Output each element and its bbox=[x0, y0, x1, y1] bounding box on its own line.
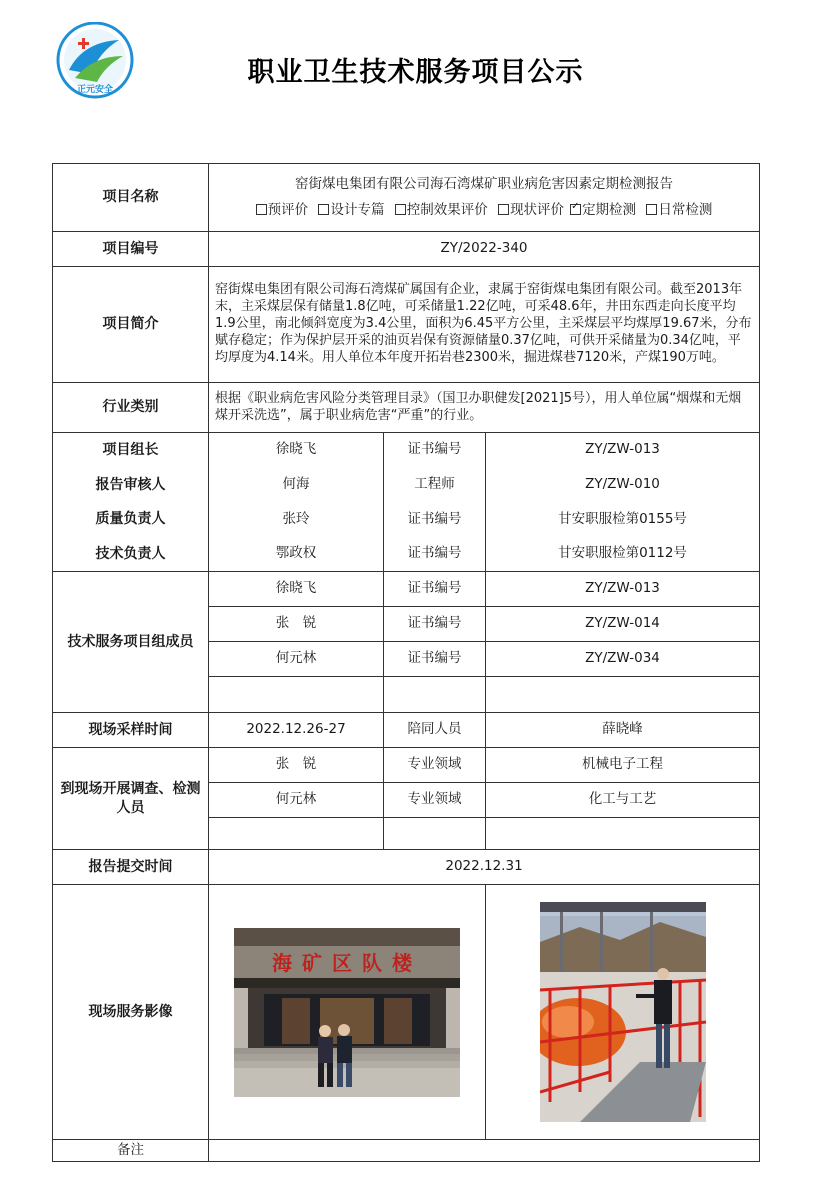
surveyor-field: 机械电子工程 bbox=[486, 748, 760, 783]
option-periodic: ✓ 定期检测 bbox=[570, 202, 636, 220]
evaluation-type-options bbox=[213, 202, 755, 220]
remarks-label: 备注 bbox=[53, 1140, 209, 1162]
project-number-label: 项目编号 bbox=[53, 232, 209, 267]
option-control-effect: 控制效果评价 bbox=[395, 202, 488, 220]
project-name-label: 项目名称 bbox=[53, 164, 209, 232]
surveyor-name: 张 锐 bbox=[209, 748, 384, 783]
remarks-value bbox=[209, 1140, 760, 1162]
checked-checkbox-icon bbox=[570, 204, 581, 215]
staff-role: 项目组长 bbox=[53, 433, 209, 468]
member-value: ZY/ZW-034 bbox=[486, 642, 760, 677]
empty-cell bbox=[209, 677, 384, 713]
row-project-name bbox=[53, 164, 760, 232]
surveyor-field: 化工与工艺 bbox=[486, 783, 760, 818]
project-intro-label: 项目简介 bbox=[53, 267, 209, 383]
submit-date: 2022.12.31 bbox=[209, 850, 760, 885]
staff-name: 鄂政权 bbox=[209, 537, 384, 572]
option-status-eval: 现状评价 bbox=[498, 202, 564, 220]
photo-cell-equipment bbox=[486, 885, 760, 1140]
surveyor-key: 专业领域 bbox=[384, 748, 486, 783]
sampling-time-label: 现场采样时间 bbox=[53, 713, 209, 748]
staff-value: ZY/ZW-010 bbox=[486, 468, 760, 503]
row-project-number bbox=[53, 232, 760, 267]
staff-key: 证书编号 bbox=[384, 433, 486, 468]
checkbox-icon bbox=[395, 204, 406, 215]
industry-text: 根据《职业病危害风险分类管理目录》（国卫办职健发[2021]5号），用人单位属“烟煤和无烟煤开采洗选”，属于职业病危害“严重”的行业。 bbox=[209, 383, 760, 433]
checkbox-icon bbox=[498, 204, 509, 215]
table-row bbox=[53, 748, 760, 783]
page-title: 职业卫生技术服务项目公示 bbox=[247, 57, 584, 88]
team-label: 技术服务项目组成员 bbox=[53, 572, 209, 713]
industry-label: 行业类别 bbox=[53, 383, 209, 433]
project-intro: 窑街煤电集团有限公司海石湾煤矿属国有企业，隶属于窑街煤电集团有限公司。截至2013年末，主采煤层保有储量1.8亿吨，可采储量1.22亿吨，可采48.6年，井田东西走向长度平均1.9公里，南北倾斜宽度为3.4公里，面积为6.45平方公里，主采煤层平均煤厚19.67米，分布赋存稳定；作为保护层开采的油页岩保有资源储量0.37亿吨，可供开采储量为0.34亿吨，平均厚度为4.14米。用人单位本年度开拓岩巷2300米，掘进煤巷7120米，产煤190万吨。 bbox=[209, 267, 760, 383]
project-name-cell bbox=[209, 164, 760, 232]
staff-role: 报告审核人 bbox=[53, 468, 209, 503]
building-sign: 海矿区队楼 bbox=[272, 950, 422, 975]
surveyor-name: 何元林 bbox=[209, 783, 384, 818]
member-key: 证书编号 bbox=[384, 572, 486, 607]
row-submit bbox=[53, 850, 760, 885]
row-project-intro bbox=[53, 267, 760, 383]
row-sampling bbox=[53, 713, 760, 748]
staff-name: 何海 bbox=[209, 468, 384, 503]
logo-text: 正元安全 bbox=[76, 85, 114, 95]
member-name: 何元林 bbox=[209, 642, 384, 677]
staff-key: 工程师 bbox=[384, 468, 486, 503]
submit-time-label: 报告提交时间 bbox=[53, 850, 209, 885]
empty-cell bbox=[384, 677, 486, 713]
project-number: ZY/2022-340 bbox=[209, 232, 760, 267]
photo-cell-building bbox=[209, 885, 486, 1140]
empty-cell bbox=[209, 818, 384, 850]
member-name: 徐晓飞 bbox=[209, 572, 384, 607]
member-key: 证书编号 bbox=[384, 607, 486, 642]
member-key: 证书编号 bbox=[384, 642, 486, 677]
table-row bbox=[53, 572, 760, 607]
member-value: ZY/ZW-014 bbox=[486, 607, 760, 642]
row-photos bbox=[53, 885, 760, 1140]
checkbox-icon bbox=[318, 204, 329, 215]
checkbox-icon bbox=[646, 204, 657, 215]
empty-cell bbox=[384, 818, 486, 850]
member-name: 张 锐 bbox=[209, 607, 384, 642]
checkbox-icon bbox=[256, 204, 267, 215]
empty-cell bbox=[486, 818, 760, 850]
staff-key: 证书编号 bbox=[384, 537, 486, 572]
site-photo-equipment bbox=[540, 902, 706, 1122]
companion-label: 陪同人员 bbox=[384, 713, 486, 748]
option-design: 设计专篇 bbox=[318, 202, 384, 220]
companion-name: 薛晓峰 bbox=[486, 713, 760, 748]
project-name: 窑街煤电集团有限公司海石湾煤矿职业病危害因素定期检测报告 bbox=[295, 175, 674, 192]
sampling-time: 2022.12.26-27 bbox=[209, 713, 384, 748]
row-remarks bbox=[53, 1140, 760, 1162]
staff-role: 质量负责人 bbox=[53, 503, 209, 537]
table-row bbox=[53, 433, 760, 468]
option-pre-eval: 预评价 bbox=[256, 202, 309, 220]
project-table bbox=[52, 163, 760, 1162]
staff-value: 甘安职服检第0112号 bbox=[486, 537, 760, 572]
staff-role: 技术负责人 bbox=[53, 537, 209, 572]
option-daily: 日常检测 bbox=[646, 202, 712, 220]
table-row bbox=[53, 468, 760, 503]
site-photo-building bbox=[234, 928, 460, 1097]
surveyor-key: 专业领域 bbox=[384, 783, 486, 818]
staff-key: 证书编号 bbox=[384, 503, 486, 537]
staff-name: 张玲 bbox=[209, 503, 384, 537]
staff-name: 徐晓飞 bbox=[209, 433, 384, 468]
staff-value: 甘安职服检第0155号 bbox=[486, 503, 760, 537]
table-row bbox=[53, 537, 760, 572]
row-industry bbox=[53, 383, 760, 433]
table-row bbox=[53, 503, 760, 537]
survey-label: 到现场开展调查、检测人员 bbox=[53, 748, 209, 850]
photos-label: 现场服务影像 bbox=[53, 885, 209, 1140]
staff-value: ZY/ZW-013 bbox=[486, 433, 760, 468]
empty-cell bbox=[486, 677, 760, 713]
member-value: ZY/ZW-013 bbox=[486, 572, 760, 607]
